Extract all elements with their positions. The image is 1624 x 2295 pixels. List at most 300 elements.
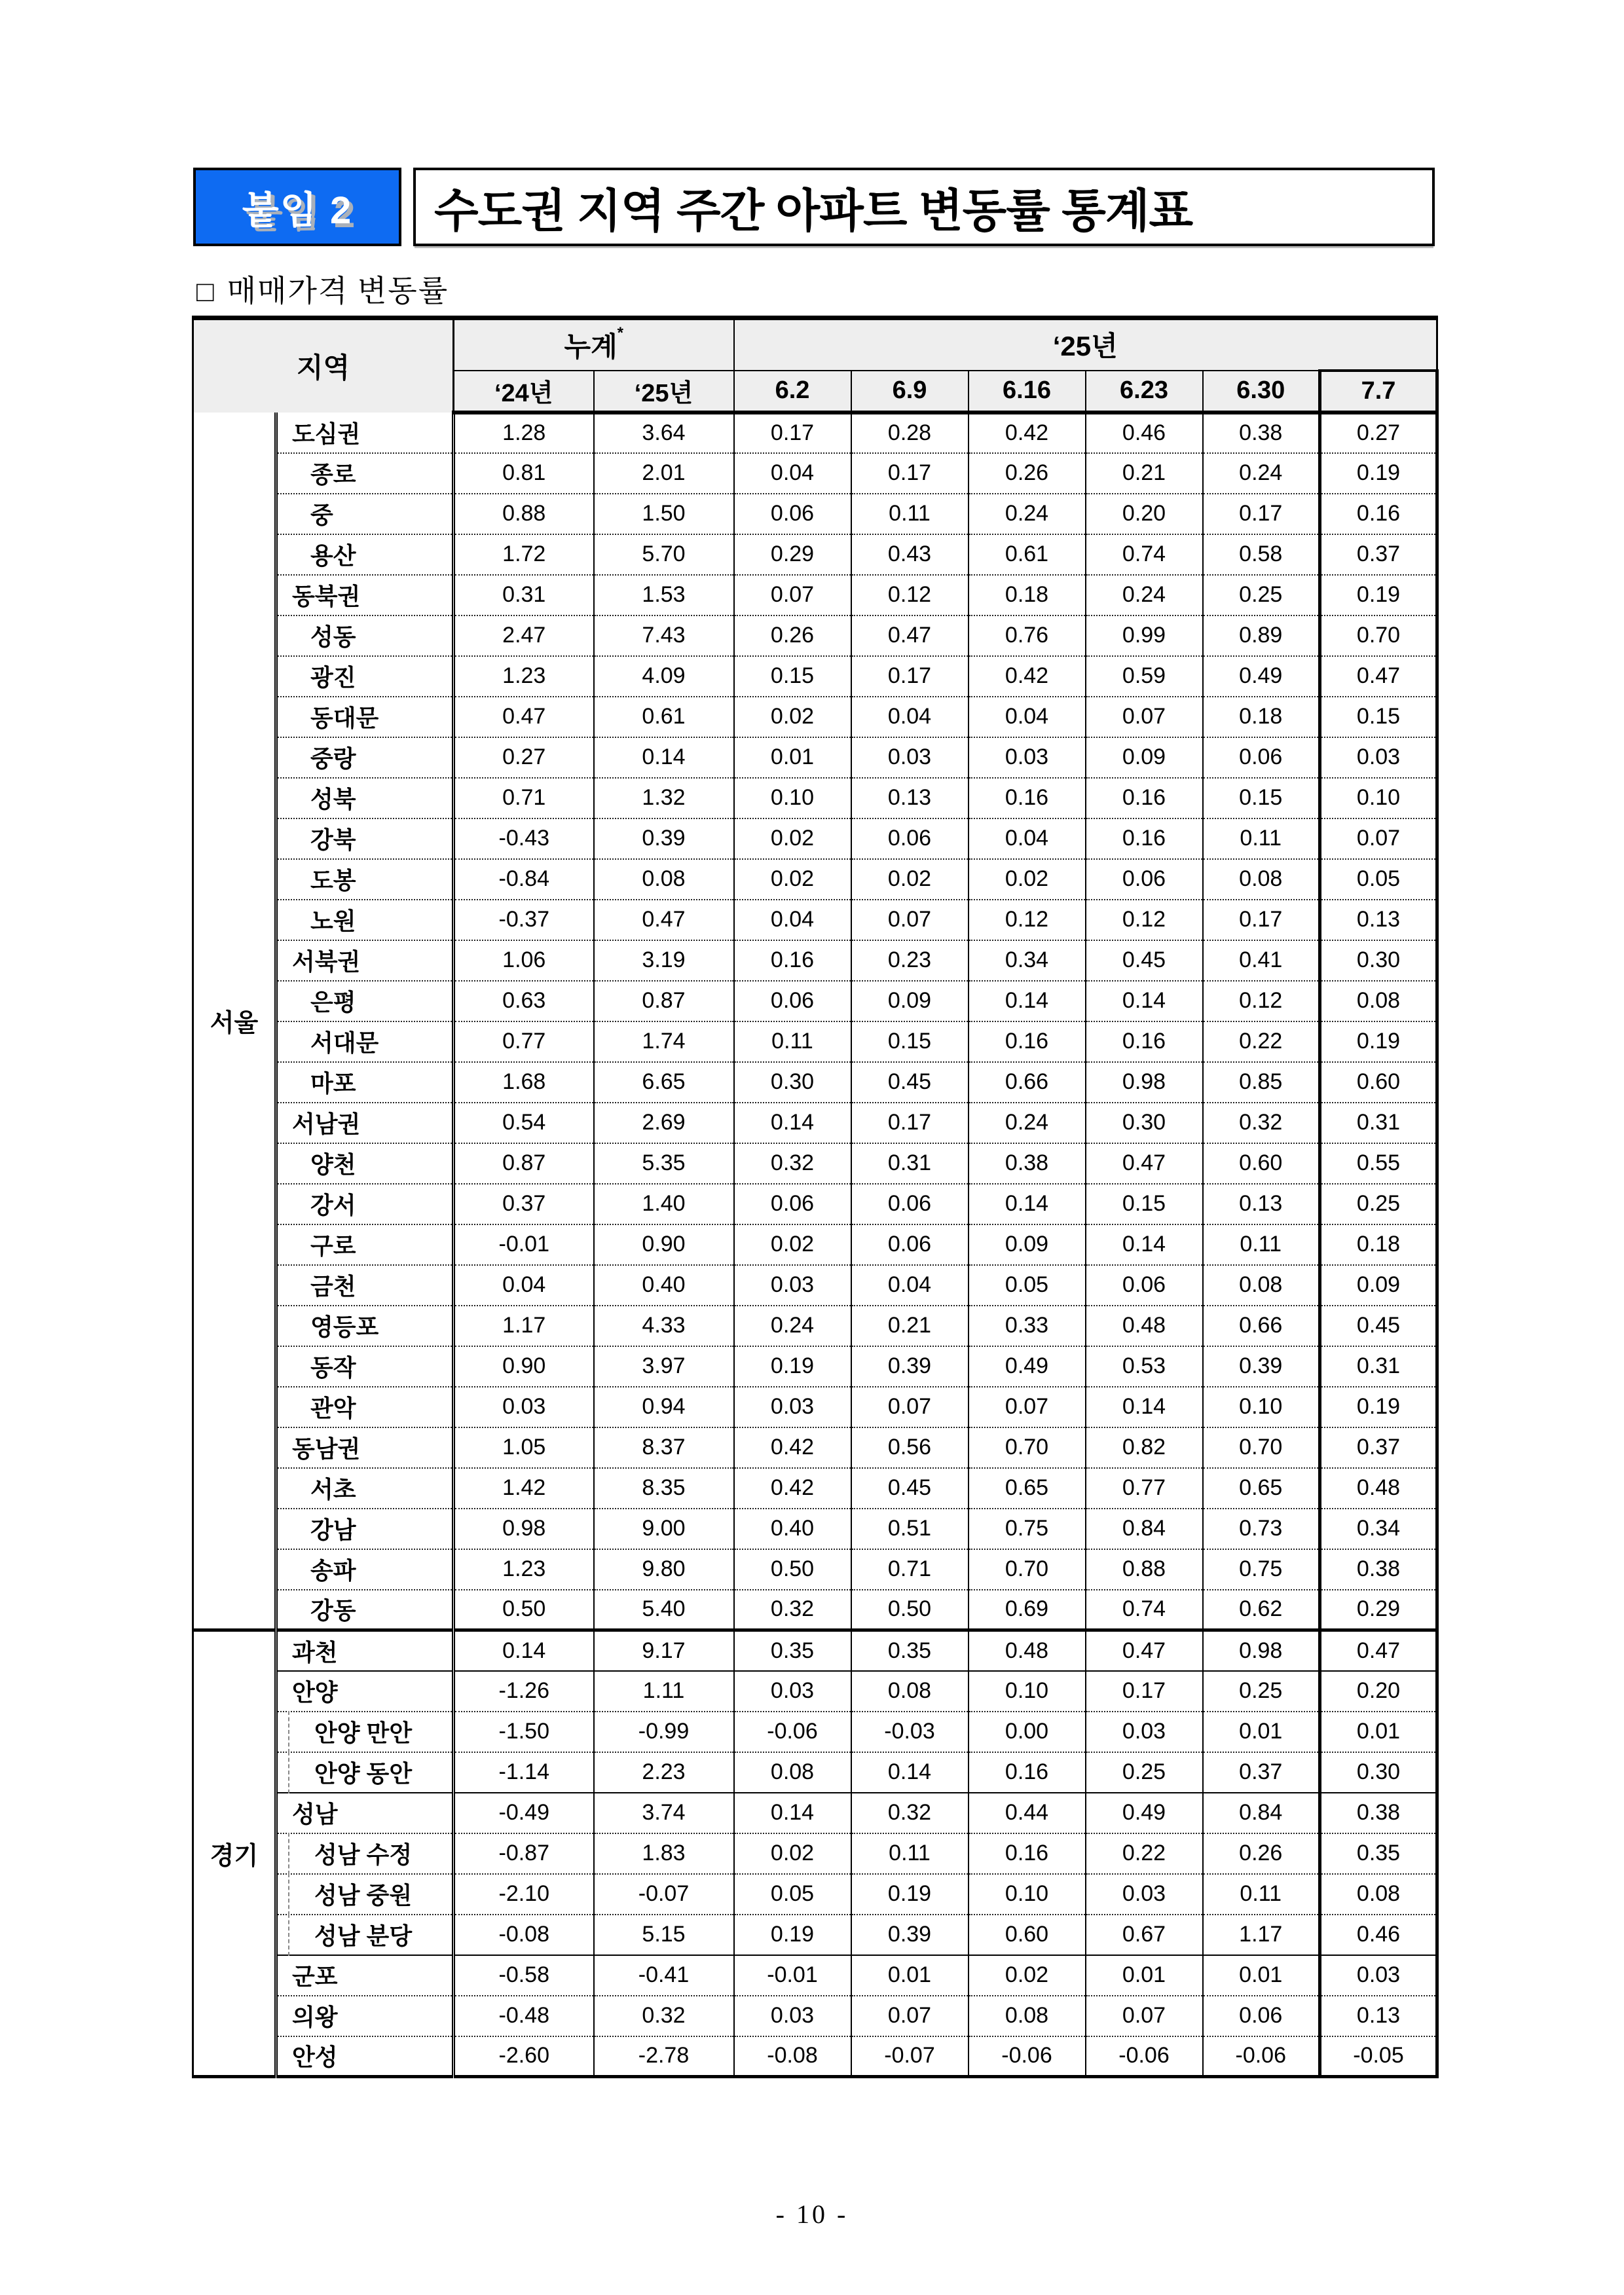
value-cell: 0.54 — [454, 1103, 594, 1143]
value-cell: 0.35 — [1320, 1833, 1437, 1874]
value-cell: 0.01 — [1086, 1955, 1203, 1996]
value-cell: 0.14 — [851, 1752, 969, 1793]
value-cell: 0.61 — [969, 534, 1086, 575]
attachment-tag — [193, 168, 401, 246]
value-cell: 0.19 — [1320, 575, 1437, 615]
value-cell: 0.31 — [454, 575, 594, 615]
value-cell: 0.08 — [594, 859, 734, 900]
region-name: 동대문 — [276, 697, 454, 737]
value-cell: 0.16 — [969, 778, 1086, 818]
table-row — [193, 778, 1437, 818]
region-name: 관악 — [276, 1387, 454, 1427]
region-name: 도봉 — [276, 859, 454, 900]
value-cell: 0.04 — [734, 453, 851, 494]
region-name: 서대문 — [276, 1021, 454, 1062]
section-heading-text: 매매가격 변동률 — [227, 274, 449, 308]
value-cell: 0.03 — [1320, 737, 1437, 778]
value-cell: 0.49 — [1203, 656, 1320, 697]
value-cell: 0.35 — [734, 1630, 851, 1671]
value-cell: 0.08 — [1203, 859, 1320, 900]
value-cell: -0.07 — [851, 2036, 969, 2077]
value-cell: 0.08 — [851, 1671, 969, 1712]
value-cell: 0.47 — [1320, 1630, 1437, 1671]
value-cell: 0.40 — [594, 1265, 734, 1306]
value-cell: 0.47 — [594, 900, 734, 940]
value-cell: 0.49 — [1086, 1793, 1203, 1833]
region-name: 마포 — [276, 1062, 454, 1103]
value-cell: 1.28 — [454, 413, 594, 453]
value-cell: 0.69 — [969, 1590, 1086, 1630]
value-cell: 0.47 — [454, 697, 594, 737]
value-cell: 0.22 — [1203, 1021, 1320, 1062]
value-cell: 1.42 — [454, 1468, 594, 1509]
value-cell: 0.45 — [851, 1468, 969, 1509]
value-cell: 0.13 — [1320, 900, 1437, 940]
value-cell: 0.74 — [1086, 1590, 1203, 1630]
table-row — [193, 940, 1437, 981]
region-name: 용산 — [276, 534, 454, 575]
value-cell: 5.15 — [594, 1915, 734, 1955]
value-cell: 9.80 — [594, 1549, 734, 1590]
region-name: 강서 — [276, 1184, 454, 1224]
value-cell: 1.72 — [454, 534, 594, 575]
region-name: 송파 — [276, 1549, 454, 1590]
value-cell: 0.32 — [734, 1143, 851, 1184]
value-cell: -0.08 — [734, 2036, 851, 2077]
value-cell: 0.15 — [851, 1021, 969, 1062]
value-cell: 0.01 — [734, 737, 851, 778]
region-name: 성남 분당 — [276, 1915, 454, 1955]
value-cell: 0.27 — [1320, 413, 1437, 453]
value-cell: 0.45 — [851, 1062, 969, 1103]
value-cell: 0.58 — [1203, 534, 1320, 575]
value-cell: -0.41 — [594, 1955, 734, 1996]
value-cell: 0.18 — [1320, 1224, 1437, 1265]
table-row — [193, 656, 1437, 697]
value-cell: 3.64 — [594, 413, 734, 453]
page-title: 수도권 지역 주간 아파트 변동률 통계표 — [434, 185, 1193, 236]
value-cell: -2.10 — [454, 1874, 594, 1915]
table-row — [193, 1590, 1437, 1630]
value-cell: 0.13 — [851, 778, 969, 818]
value-cell: 0.17 — [1086, 1671, 1203, 1712]
value-cell: 3.19 — [594, 940, 734, 981]
value-cell: 0.23 — [851, 940, 969, 981]
table-body — [193, 413, 1437, 2077]
value-cell: 0.33 — [969, 1306, 1086, 1346]
value-cell: 0.42 — [734, 1427, 851, 1468]
value-cell: 0.45 — [1086, 940, 1203, 981]
table-row — [193, 697, 1437, 737]
table-row — [193, 1103, 1437, 1143]
value-cell: 0.98 — [454, 1509, 594, 1549]
value-cell: 0.30 — [1320, 940, 1437, 981]
footnote-asterisk: * — [617, 323, 623, 342]
table-row — [193, 859, 1437, 900]
value-cell: 0.48 — [969, 1630, 1086, 1671]
table-row — [193, 981, 1437, 1021]
value-cell: 0.13 — [1203, 1184, 1320, 1224]
region-name: 안성 — [276, 2036, 454, 2077]
value-cell: 0.63 — [454, 981, 594, 1021]
value-cell: -0.49 — [454, 1793, 594, 1833]
value-cell: -0.03 — [851, 1712, 969, 1752]
table-row — [193, 534, 1437, 575]
col-header-cum-24: ‘24년 — [454, 371, 594, 413]
value-cell: 0.60 — [1320, 1062, 1437, 1103]
value-cell: 0.59 — [1086, 656, 1203, 697]
region-name: 성남 중원 — [276, 1874, 454, 1915]
region-name: 구로 — [276, 1224, 454, 1265]
table-row — [193, 1265, 1437, 1306]
value-cell: 0.07 — [969, 1387, 1086, 1427]
value-cell: 0.30 — [734, 1062, 851, 1103]
value-cell: 0.24 — [1086, 575, 1203, 615]
value-cell: 0.24 — [969, 494, 1086, 534]
value-cell: 0.87 — [594, 981, 734, 1021]
value-cell: 0.88 — [1086, 1549, 1203, 1590]
value-cell: -0.87 — [454, 1833, 594, 1874]
region-name: 동작 — [276, 1346, 454, 1387]
value-cell: 0.37 — [454, 1184, 594, 1224]
value-cell: 0.12 — [1086, 900, 1203, 940]
value-cell: 0.05 — [734, 1874, 851, 1915]
value-cell: 0.66 — [969, 1062, 1086, 1103]
value-cell: 0.56 — [851, 1427, 969, 1468]
value-cell: 0.32 — [851, 1793, 969, 1833]
value-cell: 0.02 — [734, 859, 851, 900]
value-cell: 0.11 — [734, 1021, 851, 1062]
value-cell: 0.19 — [1320, 1021, 1437, 1062]
value-cell: 0.17 — [851, 1103, 969, 1143]
section-heading — [196, 267, 449, 310]
value-cell: 0.70 — [969, 1549, 1086, 1590]
table-row — [193, 615, 1437, 656]
value-cell: 0.14 — [969, 981, 1086, 1021]
value-cell: 0.15 — [1086, 1184, 1203, 1224]
value-cell: 0.30 — [1086, 1103, 1203, 1143]
region-name: 금천 — [276, 1265, 454, 1306]
value-cell: 0.49 — [969, 1346, 1086, 1387]
col-header-week-3: 6.16 — [969, 371, 1086, 413]
region-name: 강북 — [276, 818, 454, 859]
value-cell: 1.11 — [594, 1671, 734, 1712]
region-name: 중 — [276, 494, 454, 534]
value-cell: -0.99 — [594, 1712, 734, 1752]
value-cell: 0.38 — [1320, 1793, 1437, 1833]
page-number: - 10 - — [775, 2199, 849, 2229]
table-row — [193, 1793, 1437, 1833]
value-cell: 0.07 — [1086, 1996, 1203, 2036]
value-cell: 2.47 — [454, 615, 594, 656]
value-cell: 0.43 — [851, 534, 969, 575]
value-cell: 7.43 — [594, 615, 734, 656]
value-cell: 0.11 — [1203, 1224, 1320, 1265]
table-row — [193, 1630, 1437, 1671]
value-cell: 5.35 — [594, 1143, 734, 1184]
table-row — [193, 900, 1437, 940]
value-cell: 0.04 — [969, 818, 1086, 859]
value-cell: 0.19 — [1320, 1387, 1437, 1427]
value-cell: 0.03 — [734, 1671, 851, 1712]
table-row — [193, 2036, 1437, 2077]
value-cell: 0.02 — [734, 1833, 851, 1874]
value-cell: 2.01 — [594, 453, 734, 494]
value-cell: 0.16 — [1086, 778, 1203, 818]
value-cell: 0.06 — [734, 494, 851, 534]
table-row — [193, 1184, 1437, 1224]
value-cell: 1.83 — [594, 1833, 734, 1874]
value-cell: 0.90 — [454, 1346, 594, 1387]
value-cell: 0.62 — [1203, 1590, 1320, 1630]
value-cell: 0.38 — [1203, 413, 1320, 453]
value-cell: 0.71 — [454, 778, 594, 818]
value-cell: 5.40 — [594, 1590, 734, 1630]
region-name: 중랑 — [276, 737, 454, 778]
value-cell: 0.03 — [1086, 1712, 1203, 1752]
value-cell: 1.32 — [594, 778, 734, 818]
value-cell: 3.97 — [594, 1346, 734, 1387]
value-cell: 0.06 — [851, 1184, 969, 1224]
value-cell: 0.04 — [734, 900, 851, 940]
value-cell: 0.07 — [851, 900, 969, 940]
value-cell: 0.12 — [851, 575, 969, 615]
value-cell: 0.17 — [1203, 900, 1320, 940]
value-cell: 0.47 — [1086, 1630, 1203, 1671]
value-cell: 0.55 — [1320, 1143, 1437, 1184]
value-cell: 4.09 — [594, 656, 734, 697]
region-name: 동북권 — [276, 575, 454, 615]
value-cell: 0.07 — [851, 1996, 969, 2036]
value-cell: 0.14 — [454, 1630, 594, 1671]
table-row — [193, 1996, 1437, 2036]
value-cell: 0.02 — [969, 1955, 1086, 1996]
value-cell: 0.19 — [734, 1915, 851, 1955]
value-cell: 0.10 — [1203, 1387, 1320, 1427]
value-cell: 0.14 — [969, 1184, 1086, 1224]
value-cell: 0.25 — [1203, 575, 1320, 615]
table-row — [193, 1306, 1437, 1346]
value-cell: 0.08 — [1320, 981, 1437, 1021]
col-header-week-latest: 7.7 — [1320, 371, 1437, 413]
table-header — [193, 318, 1437, 413]
value-cell: 0.21 — [851, 1306, 969, 1346]
region-name: 안양 만안 — [276, 1712, 454, 1752]
table-row — [193, 1549, 1437, 1590]
value-cell: 1.53 — [594, 575, 734, 615]
value-cell: 0.26 — [1203, 1833, 1320, 1874]
value-cell: 0.06 — [734, 981, 851, 1021]
region-name: 성동 — [276, 615, 454, 656]
region-name: 과천 — [276, 1630, 454, 1671]
value-cell: 0.70 — [1203, 1427, 1320, 1468]
value-cell: 1.06 — [454, 940, 594, 981]
table-row — [193, 1874, 1437, 1915]
value-cell: 1.74 — [594, 1021, 734, 1062]
col-header-cum-25: ‘25년 — [594, 371, 734, 413]
value-cell: 0.03 — [454, 1387, 594, 1427]
cumulative-column-header — [454, 318, 734, 371]
value-cell: 0.31 — [1320, 1346, 1437, 1387]
value-cell: 0.03 — [1320, 1955, 1437, 1996]
value-cell: 0.77 — [1086, 1468, 1203, 1509]
value-cell: 0.24 — [734, 1306, 851, 1346]
value-cell: 0.47 — [1086, 1143, 1203, 1184]
table-row — [193, 1021, 1437, 1062]
value-cell: 0.10 — [734, 778, 851, 818]
value-cell: 0.50 — [734, 1549, 851, 1590]
value-cell: 0.08 — [1203, 1265, 1320, 1306]
value-cell: 0.02 — [734, 818, 851, 859]
table-wrapper — [192, 316, 1439, 2078]
value-cell: 0.40 — [734, 1509, 851, 1549]
value-cell: 0.04 — [969, 697, 1086, 737]
value-cell: 0.24 — [1203, 453, 1320, 494]
value-cell: 0.03 — [734, 1387, 851, 1427]
value-cell: 0.08 — [969, 1996, 1086, 2036]
value-cell: -2.78 — [594, 2036, 734, 2077]
value-cell: 1.23 — [454, 656, 594, 697]
value-cell: 0.60 — [1203, 1143, 1320, 1184]
value-cell: 0.90 — [594, 1224, 734, 1265]
value-cell: -0.08 — [454, 1915, 594, 1955]
value-cell: 0.19 — [1320, 453, 1437, 494]
square-bullet-icon: □ — [196, 276, 215, 308]
table-row — [193, 1427, 1437, 1468]
value-cell: 0.06 — [1203, 737, 1320, 778]
value-cell: 0.35 — [851, 1630, 969, 1671]
table-row — [193, 1143, 1437, 1184]
value-cell: 0.46 — [1320, 1915, 1437, 1955]
value-cell: 0.42 — [969, 413, 1086, 453]
value-cell: 0.32 — [1203, 1103, 1320, 1143]
title-box — [413, 168, 1435, 246]
value-cell: 0.39 — [594, 818, 734, 859]
value-cell: 0.70 — [1320, 615, 1437, 656]
value-cell: 0.11 — [1203, 818, 1320, 859]
value-cell: 0.70 — [969, 1427, 1086, 1468]
value-cell: 6.65 — [594, 1062, 734, 1103]
value-cell: -0.58 — [454, 1955, 594, 1996]
value-cell: 0.67 — [1086, 1915, 1203, 1955]
value-cell: 0.01 — [1203, 1712, 1320, 1752]
value-cell: 0.37 — [1320, 1427, 1437, 1468]
value-cell: 0.84 — [1203, 1793, 1320, 1833]
value-cell: 0.37 — [1203, 1752, 1320, 1793]
value-cell: 0.39 — [1203, 1346, 1320, 1387]
value-cell: 0.07 — [1086, 697, 1203, 737]
value-cell: 0.25 — [1320, 1184, 1437, 1224]
value-cell: 0.05 — [969, 1265, 1086, 1306]
value-cell: 0.81 — [454, 453, 594, 494]
value-cell: -0.37 — [454, 900, 594, 940]
value-cell: 0.50 — [454, 1590, 594, 1630]
value-cell: 0.06 — [734, 1184, 851, 1224]
value-cell: 0.60 — [969, 1915, 1086, 1955]
value-cell: 0.09 — [851, 981, 969, 1021]
value-cell: 0.73 — [1203, 1509, 1320, 1549]
col-header-week-1: 6.2 — [734, 371, 851, 413]
value-cell: 0.18 — [969, 575, 1086, 615]
value-cell: 0.53 — [1086, 1346, 1203, 1387]
region-name: 영등포 — [276, 1306, 454, 1346]
price-change-table — [192, 316, 1439, 2078]
value-cell: 0.02 — [851, 859, 969, 900]
region-name: 양천 — [276, 1143, 454, 1184]
region-name: 성남 수정 — [276, 1833, 454, 1874]
attachment-tag-label: 붙임 2 — [242, 189, 353, 232]
value-cell: 3.74 — [594, 1793, 734, 1833]
value-cell: 0.75 — [969, 1509, 1086, 1549]
value-cell: 0.15 — [1320, 697, 1437, 737]
value-cell: 0.03 — [851, 737, 969, 778]
region-name: 성북 — [276, 778, 454, 818]
value-cell: 1.68 — [454, 1062, 594, 1103]
value-cell: 0.32 — [594, 1996, 734, 2036]
region-name: 노원 — [276, 900, 454, 940]
value-cell: 0.01 — [1203, 1955, 1320, 1996]
value-cell: 9.00 — [594, 1509, 734, 1549]
value-cell: 0.04 — [851, 697, 969, 737]
value-cell: 0.29 — [734, 534, 851, 575]
value-cell: 4.33 — [594, 1306, 734, 1346]
value-cell: 0.14 — [1086, 1224, 1203, 1265]
value-cell: 0.26 — [734, 615, 851, 656]
value-cell: 0.45 — [1320, 1306, 1437, 1346]
value-cell: 0.10 — [969, 1874, 1086, 1915]
value-cell: 2.69 — [594, 1103, 734, 1143]
cumulative-label: 누계 — [564, 331, 618, 362]
value-cell: -0.43 — [454, 818, 594, 859]
value-cell: 0.39 — [851, 1346, 969, 1387]
value-cell: 0.31 — [851, 1143, 969, 1184]
table-row — [193, 1915, 1437, 1955]
table-row — [193, 1346, 1437, 1387]
value-cell: 0.31 — [1320, 1103, 1437, 1143]
value-cell: 0.11 — [851, 1833, 969, 1874]
value-cell: -0.06 — [1203, 2036, 1320, 2077]
value-cell: 0.14 — [1086, 1387, 1203, 1427]
value-cell: 1.50 — [594, 494, 734, 534]
value-cell: 0.11 — [851, 494, 969, 534]
value-cell: -0.06 — [969, 2036, 1086, 2077]
value-cell: -0.05 — [1320, 2036, 1437, 2077]
value-cell: 0.19 — [734, 1346, 851, 1387]
value-cell: 0.16 — [969, 1752, 1086, 1793]
value-cell: 0.14 — [734, 1793, 851, 1833]
value-cell: 0.87 — [454, 1143, 594, 1184]
value-cell: 0.65 — [1203, 1468, 1320, 1509]
value-cell: 0.34 — [969, 940, 1086, 981]
value-cell: 0.88 — [454, 494, 594, 534]
value-cell: 0.08 — [1320, 1874, 1437, 1915]
table-row — [193, 494, 1437, 534]
value-cell: 0.30 — [1320, 1752, 1437, 1793]
value-cell: 0.42 — [969, 656, 1086, 697]
table-row — [193, 1833, 1437, 1874]
value-cell: -0.01 — [734, 1955, 851, 1996]
value-cell: 1.05 — [454, 1427, 594, 1468]
value-cell: 0.04 — [851, 1265, 969, 1306]
value-cell: 0.12 — [969, 900, 1086, 940]
col-header-week-5: 6.30 — [1203, 371, 1320, 413]
value-cell: 0.15 — [1203, 778, 1320, 818]
region-name: 안양 동안 — [276, 1752, 454, 1793]
value-cell: 8.37 — [594, 1427, 734, 1468]
value-cell: 0.44 — [969, 1793, 1086, 1833]
value-cell: 0.06 — [1086, 859, 1203, 900]
value-cell: 0.85 — [1203, 1062, 1320, 1103]
